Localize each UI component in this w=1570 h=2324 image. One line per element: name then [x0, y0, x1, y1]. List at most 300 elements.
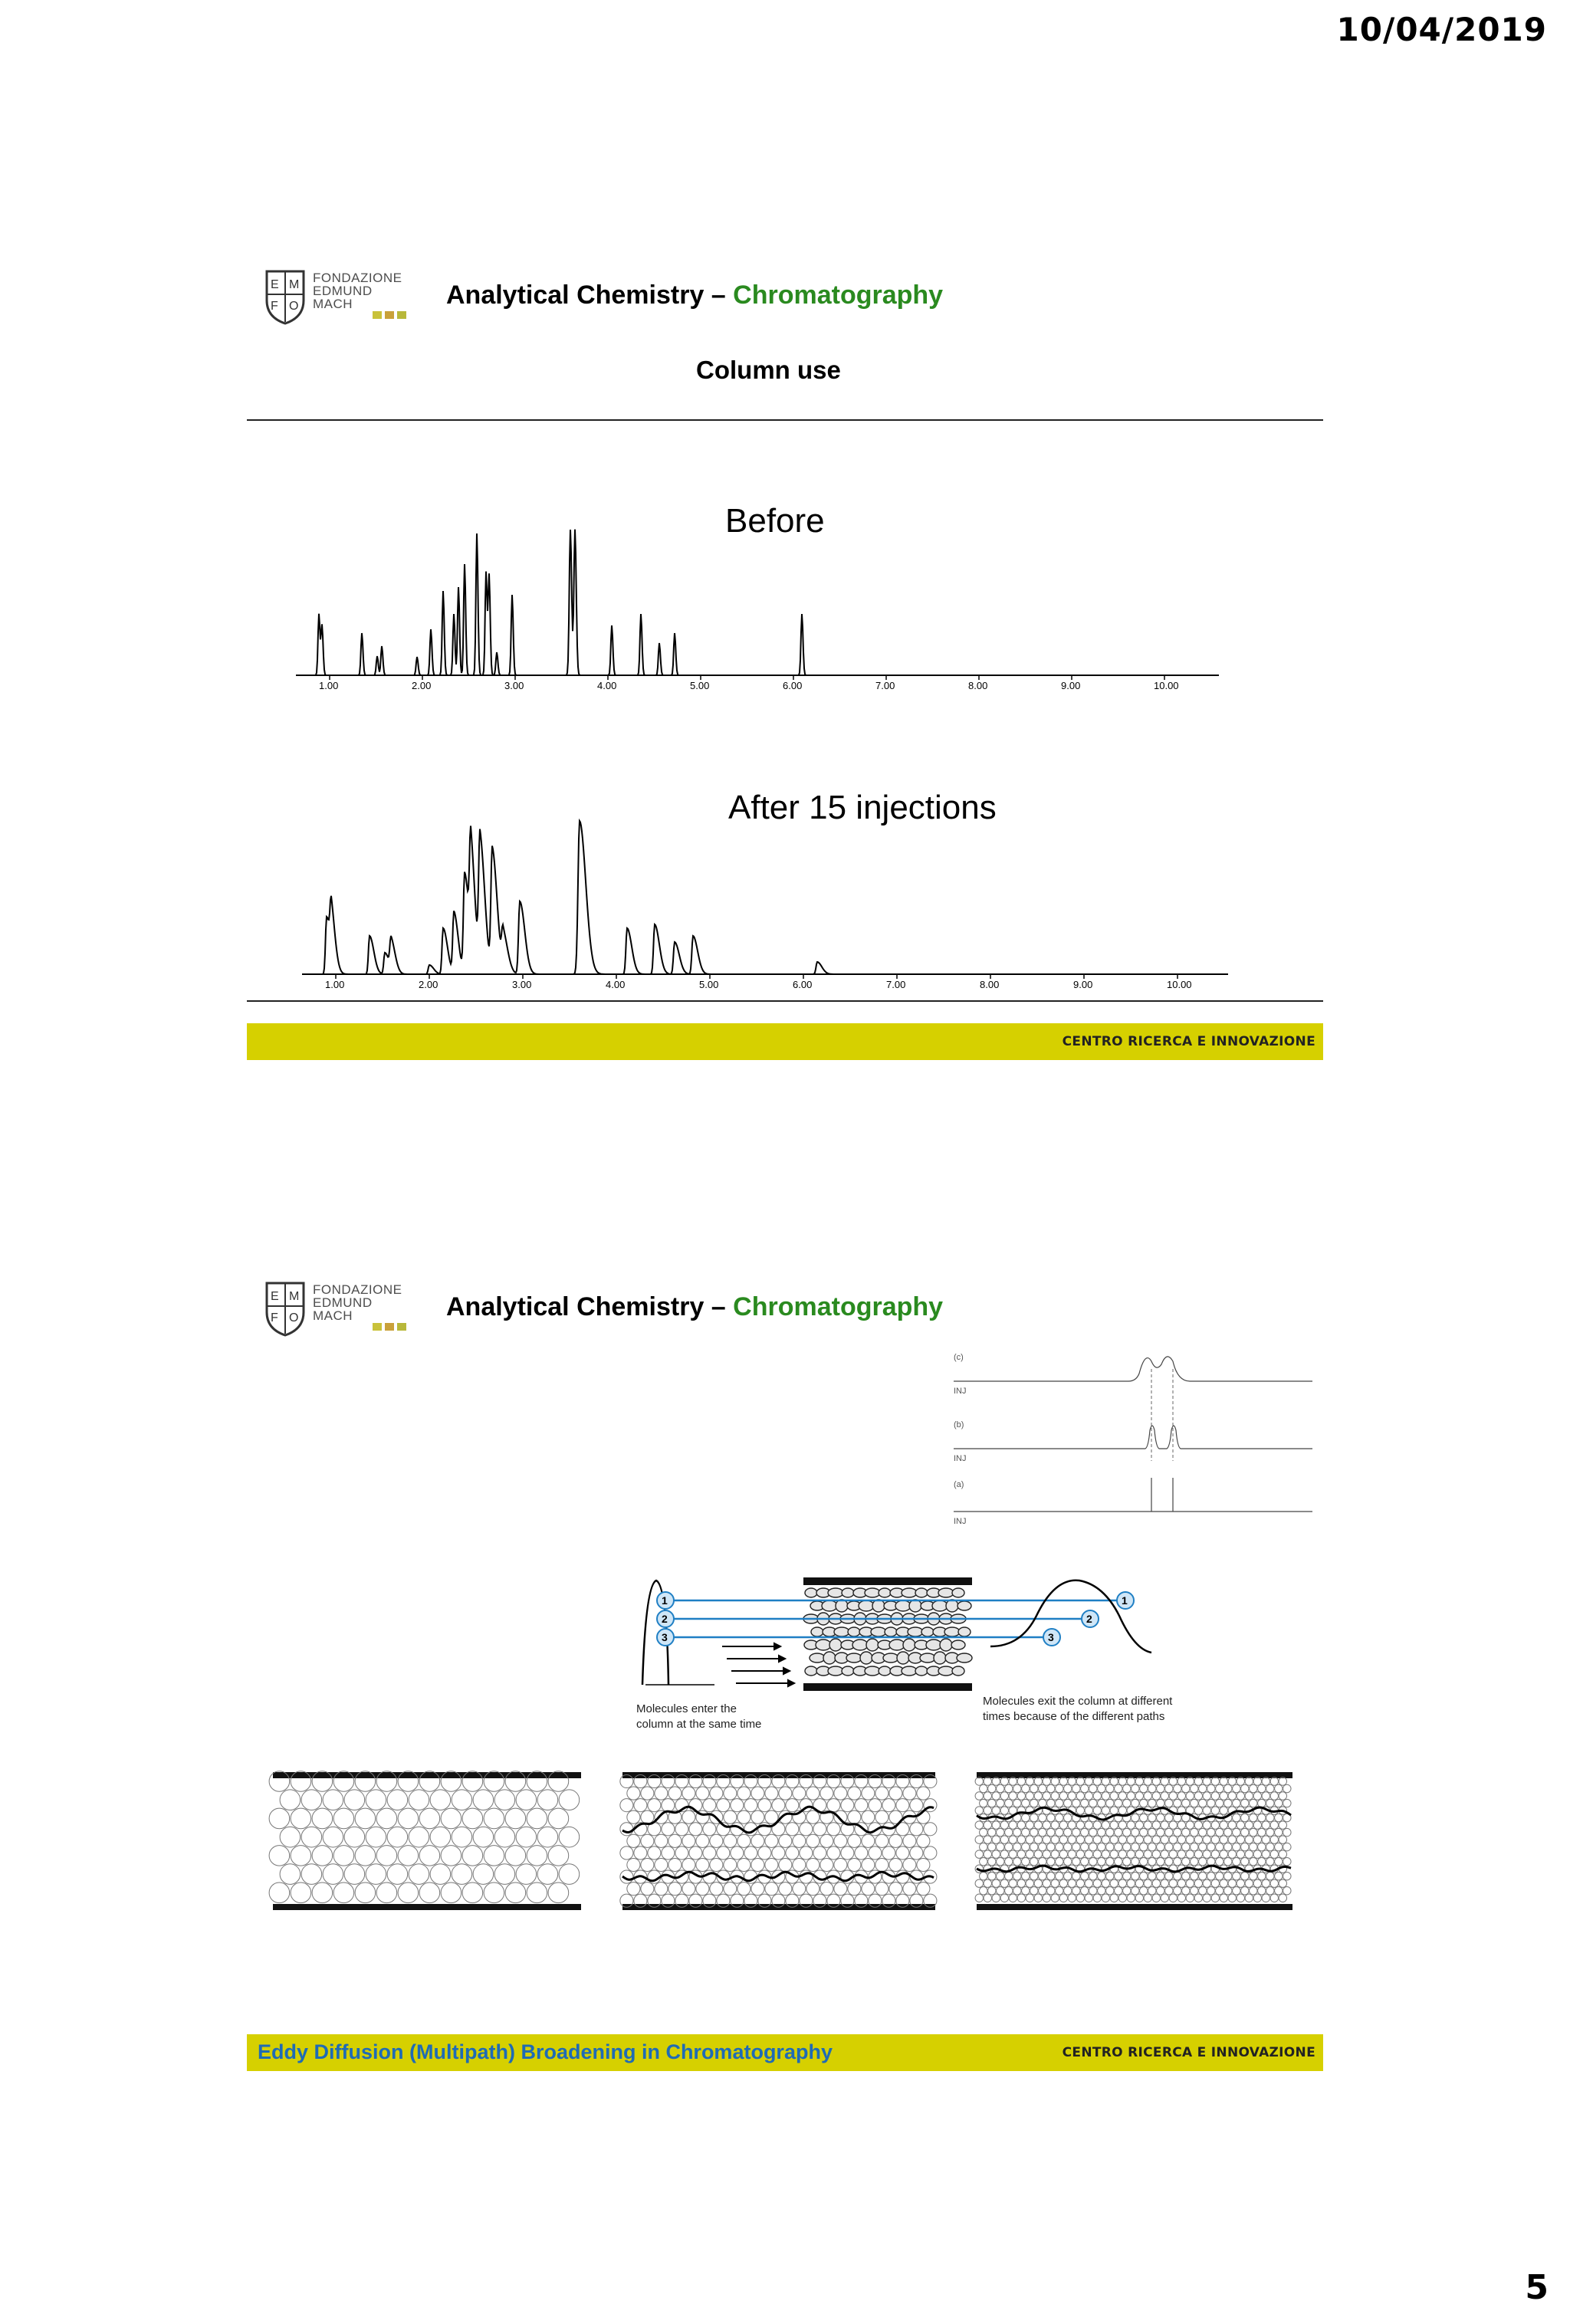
particle: [1076, 1850, 1084, 1858]
particle: [1224, 1784, 1232, 1792]
particle: [696, 1787, 709, 1800]
particle: [1030, 1784, 1038, 1792]
particle: [1135, 1850, 1143, 1858]
particle: [1076, 1777, 1084, 1785]
particle: [559, 1864, 580, 1885]
particle: [988, 1887, 996, 1895]
packing-bead: [944, 1627, 960, 1636]
particle: [641, 1858, 654, 1871]
particle: [1034, 1879, 1042, 1887]
particle: [1262, 1894, 1269, 1902]
particle: [1064, 1887, 1072, 1895]
particle: [1005, 1799, 1013, 1807]
particle: [1118, 1807, 1126, 1814]
particle: [1253, 1792, 1261, 1800]
particle: [862, 1810, 875, 1823]
svg-text:O: O: [289, 1311, 299, 1324]
particle: [484, 1846, 504, 1866]
particle: [1098, 1857, 1105, 1865]
tick-label: 4.00: [606, 979, 626, 990]
particle: [724, 1858, 737, 1871]
particle: [1250, 1872, 1257, 1879]
particle: [703, 1823, 716, 1836]
particle: [1165, 1887, 1173, 1895]
particle: [1081, 1799, 1089, 1807]
particle: [376, 1846, 397, 1866]
particle: [848, 1834, 861, 1847]
particle: [1030, 1799, 1038, 1807]
particle: [1211, 1850, 1219, 1858]
particle: [1034, 1792, 1042, 1800]
particle: [1081, 1857, 1089, 1865]
particle: [1030, 1887, 1038, 1895]
particle: [724, 1810, 737, 1823]
particle: [1072, 1872, 1080, 1879]
particle: [1132, 1814, 1139, 1821]
particle: [1258, 1872, 1266, 1879]
particle: [1076, 1836, 1084, 1843]
svg-text:1: 1: [662, 1594, 668, 1607]
packing-bead: [872, 1600, 885, 1612]
particle: [1216, 1799, 1223, 1807]
particle: [1085, 1821, 1092, 1829]
particle: [1093, 1879, 1101, 1887]
particle: [1017, 1777, 1025, 1785]
particle: [1123, 1843, 1131, 1850]
tick-label: 6.00: [793, 979, 813, 990]
particle: [1262, 1792, 1269, 1800]
particle: [1017, 1821, 1025, 1829]
particle: [682, 1834, 695, 1847]
particle: [703, 1846, 716, 1860]
particle: [1220, 1792, 1227, 1800]
particle: [452, 1864, 472, 1885]
particle: [903, 1834, 916, 1847]
particle: [1199, 1828, 1207, 1836]
particle: [765, 1858, 778, 1871]
particle: [1039, 1857, 1046, 1865]
particle: [1043, 1777, 1050, 1785]
particle: [1009, 1850, 1017, 1858]
particle: [1043, 1836, 1050, 1843]
particle: [1098, 1843, 1105, 1850]
particle: [1275, 1843, 1283, 1850]
particle: [1043, 1894, 1050, 1902]
particle: [1140, 1814, 1148, 1821]
particle: [869, 1846, 882, 1860]
flow-arrows-icon: [722, 1643, 794, 1686]
particle: [1178, 1894, 1185, 1902]
particle: [1174, 1857, 1181, 1865]
particle: [1191, 1872, 1198, 1879]
particle: [1005, 1784, 1013, 1792]
particle: [1228, 1836, 1236, 1843]
packing-bead: [871, 1627, 886, 1636]
particle: [527, 1883, 547, 1903]
particle: [537, 1827, 558, 1847]
particle: [997, 1872, 1004, 1879]
particle: [751, 1858, 764, 1871]
particle: [1203, 1792, 1210, 1800]
particle: [376, 1883, 397, 1903]
particle: [1085, 1777, 1092, 1785]
particle: [366, 1827, 386, 1847]
particle: [1186, 1792, 1194, 1800]
particle: [1191, 1887, 1198, 1895]
particle: [1161, 1792, 1168, 1800]
particle: [1030, 1857, 1038, 1865]
particle: [1068, 1836, 1076, 1843]
fem-crest-icon: [264, 1279, 307, 1337]
particle: [1157, 1799, 1164, 1807]
packing-bead: [908, 1627, 923, 1636]
particle: [1283, 1799, 1291, 1807]
packing-bead: [926, 1640, 941, 1650]
particle: [1157, 1843, 1164, 1850]
particle: [1013, 1784, 1021, 1792]
particle: [980, 1857, 987, 1865]
particle: [1270, 1821, 1278, 1829]
packing-bead: [866, 1639, 879, 1651]
particle: [1253, 1821, 1261, 1829]
particle: [1013, 1843, 1021, 1850]
particle: [1000, 1821, 1008, 1829]
particle: [1237, 1850, 1244, 1858]
particle: [1127, 1894, 1135, 1902]
particle: [1216, 1784, 1223, 1792]
label-after: After 15 injections: [728, 789, 997, 826]
particle: [1098, 1799, 1105, 1807]
particle: [1283, 1887, 1291, 1895]
particle: [1106, 1784, 1114, 1792]
particle: [1039, 1814, 1046, 1821]
chromatogram-chart: [247, 420, 1323, 1003]
particle: [291, 1883, 311, 1903]
particle: [975, 1836, 983, 1843]
particle: [1039, 1872, 1046, 1879]
particle: [1093, 1850, 1101, 1858]
packing-bead: [885, 1627, 897, 1636]
particle: [1076, 1821, 1084, 1829]
particle: [1135, 1777, 1143, 1785]
particle: [1165, 1799, 1173, 1807]
particle: [834, 1858, 847, 1871]
particle: [1127, 1821, 1135, 1829]
particle: [641, 1834, 654, 1847]
particle: [903, 1787, 916, 1800]
particle: [655, 1834, 668, 1847]
particle: [820, 1883, 833, 1896]
footer-label: CENTRO RICERCA E INNOVAZIONE: [1062, 2045, 1315, 2060]
particle: [462, 1846, 483, 1866]
tick-label: 2.00: [412, 680, 432, 691]
particle: [1262, 1821, 1269, 1829]
particle: [1123, 1872, 1131, 1879]
particle: [1199, 1843, 1207, 1850]
particle: [1132, 1872, 1139, 1879]
particle: [703, 1799, 716, 1812]
particle: [997, 1843, 1004, 1850]
particle: [984, 1777, 991, 1785]
ticks-after: [325, 974, 1192, 990]
particle: [1182, 1857, 1190, 1865]
particle: [1258, 1814, 1266, 1821]
particle: [1000, 1807, 1008, 1814]
multipath-column-diagram: [622, 1570, 1173, 1769]
particle: [1030, 1872, 1038, 1879]
particle: [1161, 1879, 1168, 1887]
packing-bead: [852, 1640, 868, 1650]
particle: [1047, 1843, 1055, 1850]
particle: [834, 1834, 847, 1847]
tick-label: 8.00: [968, 680, 988, 691]
particle: [668, 1834, 682, 1847]
particle: [1194, 1879, 1202, 1887]
particle: [772, 1846, 785, 1860]
particle: [505, 1883, 526, 1903]
particle: [992, 1894, 1000, 1902]
particle: [1000, 1894, 1008, 1902]
particle: [924, 1823, 937, 1836]
particle: [1237, 1777, 1244, 1785]
particle: [1233, 1814, 1240, 1821]
particle: [1059, 1894, 1067, 1902]
particle: [765, 1787, 778, 1800]
particle: [992, 1836, 1000, 1843]
particle: [1241, 1828, 1249, 1836]
particle: [1000, 1850, 1008, 1858]
particle: [548, 1808, 569, 1829]
particle: [1169, 1821, 1177, 1829]
particle: [737, 1883, 751, 1896]
packing-bead: [897, 1652, 909, 1664]
particle: [1228, 1879, 1236, 1887]
particle: [980, 1872, 987, 1879]
particle: [1216, 1857, 1223, 1865]
tick-label: 4.00: [597, 680, 617, 691]
particle: [731, 1846, 744, 1860]
particle: [430, 1827, 451, 1847]
particle: [1043, 1879, 1050, 1887]
packing-bead: [848, 1627, 860, 1636]
particle: [744, 1846, 757, 1860]
particle: [1102, 1836, 1109, 1843]
particle: [419, 1846, 440, 1866]
particle: [834, 1810, 847, 1823]
particle: [1186, 1836, 1194, 1843]
particle: [1211, 1792, 1219, 1800]
particle: [1039, 1784, 1046, 1792]
particle: [1093, 1792, 1101, 1800]
particle: [1220, 1879, 1227, 1887]
particle: [1169, 1792, 1177, 1800]
particle: [1199, 1799, 1207, 1807]
particle: [1140, 1843, 1148, 1850]
particle: [409, 1790, 429, 1810]
particle: [1211, 1879, 1219, 1887]
particle: [1174, 1828, 1181, 1836]
particle: [1068, 1879, 1076, 1887]
particle: [1127, 1879, 1135, 1887]
particle: [516, 1864, 537, 1885]
particle: [980, 1843, 987, 1850]
particle: [1194, 1894, 1202, 1902]
particle: [1194, 1850, 1202, 1858]
particle: [269, 1883, 290, 1903]
packing-bead: [958, 1627, 971, 1636]
particle: [1211, 1777, 1219, 1785]
particle: [627, 1834, 640, 1847]
particle: [1169, 1894, 1177, 1902]
svg-text:E: E: [271, 278, 279, 291]
particle: [717, 1846, 730, 1860]
particle: [1022, 1828, 1030, 1836]
particle: [1194, 1807, 1202, 1814]
packing-bead: [810, 1653, 825, 1663]
particle: [1123, 1799, 1131, 1807]
particle: [1106, 1843, 1114, 1850]
particle: [765, 1883, 778, 1896]
particle: [1224, 1843, 1232, 1850]
logo-wordmark: FONDAZIONE EDMUND MACH: [313, 1282, 402, 1323]
particle: [1253, 1850, 1261, 1858]
particle: [737, 1810, 751, 1823]
small-particle-packing: [975, 1777, 1291, 1902]
particle: [1207, 1872, 1215, 1879]
particle: [1250, 1887, 1257, 1895]
particle: [1203, 1807, 1210, 1814]
particle: [1093, 1821, 1101, 1829]
particle: [1118, 1792, 1126, 1800]
particle: [1207, 1887, 1215, 1895]
particle: [1266, 1784, 1274, 1792]
particle: [997, 1887, 1004, 1895]
particle: [1216, 1828, 1223, 1836]
particle: [1000, 1879, 1008, 1887]
particle: [1106, 1887, 1114, 1895]
particle: [1064, 1828, 1072, 1836]
particle: [1081, 1784, 1089, 1792]
particle: [848, 1883, 861, 1896]
particle: [387, 1864, 408, 1885]
particle: [409, 1827, 429, 1847]
particle: [696, 1858, 709, 1871]
particle: [724, 1883, 737, 1896]
particle: [1220, 1850, 1227, 1858]
packing-bead: [829, 1639, 842, 1651]
particle: [1127, 1850, 1135, 1858]
particle: [1211, 1821, 1219, 1829]
particle: [387, 1790, 408, 1810]
inj-label-c: INJ: [954, 1387, 967, 1396]
particle: [675, 1846, 688, 1860]
particle: [751, 1787, 764, 1800]
particle: [724, 1834, 737, 1847]
particle: [875, 1787, 888, 1800]
slide-footer: [247, 1023, 1323, 1060]
particle: [975, 1807, 983, 1814]
particle: [1140, 1872, 1148, 1879]
particle: [1270, 1836, 1278, 1843]
particle: [988, 1784, 996, 1792]
particle: [1076, 1879, 1084, 1887]
particle: [634, 1846, 647, 1860]
slide-column-use: [247, 267, 1323, 1061]
particle: [1220, 1894, 1227, 1902]
particle: [655, 1787, 668, 1800]
particle: [516, 1790, 537, 1810]
particle: [312, 1808, 333, 1829]
particle: [1186, 1777, 1194, 1785]
particle: [1140, 1799, 1148, 1807]
particle: [1047, 1799, 1055, 1807]
packing-bead: [842, 1666, 854, 1676]
particle: [1026, 1850, 1033, 1858]
particle: [1022, 1799, 1030, 1807]
particle: [813, 1823, 826, 1836]
particle: [1127, 1792, 1135, 1800]
particle: [333, 1808, 354, 1829]
particle: [1056, 1872, 1063, 1879]
tick-label: 1.00: [319, 680, 339, 691]
particle: [1224, 1872, 1232, 1879]
particle: [1115, 1857, 1122, 1865]
particle: [1152, 1894, 1160, 1902]
particle: [1203, 1821, 1210, 1829]
panel-b-label: (b): [954, 1420, 964, 1430]
particle: [627, 1787, 640, 1800]
particle: [291, 1808, 311, 1829]
particle: [1186, 1894, 1194, 1902]
particle: [1275, 1784, 1283, 1792]
particle: [1191, 1843, 1198, 1850]
particle: [1245, 1879, 1253, 1887]
particle: [1068, 1821, 1076, 1829]
particle: [1258, 1857, 1266, 1865]
particle: [1005, 1872, 1013, 1879]
particle: [737, 1834, 751, 1847]
particle: [675, 1823, 688, 1836]
particle: [1203, 1894, 1210, 1902]
particle: [1043, 1850, 1050, 1858]
particle: [924, 1846, 937, 1860]
ticks-before: [319, 675, 1179, 691]
particle: [1072, 1857, 1080, 1865]
particle: [1089, 1857, 1097, 1865]
particle: [1207, 1784, 1215, 1792]
particle: [882, 1846, 895, 1860]
packing-bead: [938, 1588, 954, 1597]
particle: [1059, 1792, 1067, 1800]
particle: [1085, 1807, 1092, 1814]
particle: [1174, 1887, 1181, 1895]
particle: [1245, 1836, 1253, 1843]
particle: [1182, 1872, 1190, 1879]
packing-bead: [805, 1666, 817, 1676]
packing-bead: [865, 1666, 880, 1676]
particle: [779, 1858, 792, 1871]
particle: [988, 1872, 996, 1879]
particle: [1026, 1894, 1033, 1902]
particle: [1051, 1777, 1059, 1785]
particle: [1051, 1879, 1059, 1887]
particle: [1182, 1799, 1190, 1807]
particle: [1009, 1894, 1017, 1902]
particle: [1275, 1799, 1283, 1807]
particle: [627, 1858, 640, 1871]
particle: [1072, 1799, 1080, 1807]
particle: [1262, 1850, 1269, 1858]
